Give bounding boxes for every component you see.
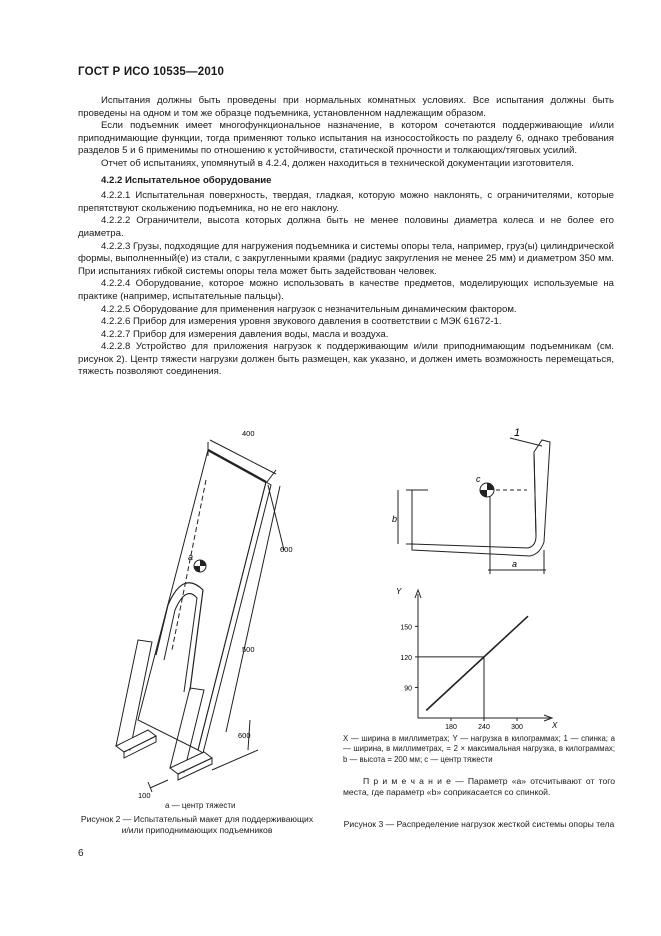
fig3-backrest: [412, 440, 550, 556]
paragraph: Испытания должны быть проведены при нормальных комнатных условиях. Все испытания должны быть проведены на одном и том же образце подъемника, установленном надлежащим образом.: [78, 95, 614, 119]
fig3-label-c: c: [476, 474, 481, 484]
page-number: 6: [78, 848, 84, 859]
page-header: ГОСТ Р ИСО 10535—2010: [78, 66, 225, 78]
graph-x-tick-label: 240: [478, 724, 490, 731]
graph-y-label: Y: [396, 587, 402, 596]
paragraph: 4.2.2.1 Испытательная поверхность, твердая, гладкая, которую можно наклонять, с ограничителями, которые препятствуют скольжению подъемника, но не его наклону.: [78, 190, 614, 214]
fig2-dim-400: 400: [242, 429, 255, 438]
fig3-legend: X — ширина в миллиметрах; Y — нагрузка в килограммах; 1 — спинка; a — ширина, в миллиметрах, = 2 × максимальная нагрузка, в килограммах; b — высота = 200 мм; c — центр тяжести: [343, 734, 615, 764]
fig2-dim-500: 500: [242, 645, 255, 654]
paragraph: 4.2.2.7 Прибор для измерения давления воды, масла и воздуха.: [101, 328, 389, 340]
fig2-marker-a: a: [188, 552, 194, 562]
fig2-dim-100: 100: [138, 791, 151, 800]
fig3-center-of-gravity-marker: [480, 483, 494, 497]
graph-x-label: X: [552, 721, 558, 730]
paragraph: 4.2.2.6 Прибор для измерения уровня звукового давления в соответствии с МЭК 61672-1.: [101, 316, 502, 328]
graph-x-tick-label: 180: [445, 724, 457, 731]
fig3-label-b: b: [392, 514, 398, 524]
graph-y-tick-label: 90: [404, 685, 412, 693]
paragraph: Отчет об испытаниях, упомянутый в 4.2.4, должен находиться в технической документации изготовителя.: [101, 157, 574, 169]
paragraph: 4.2.2.5 Оборудование для применения нагрузок с незначительным динамическим фактором.: [101, 303, 517, 315]
fig2-dim-600-top: 600: [280, 545, 293, 554]
graph-series-line: [426, 616, 528, 710]
fig2-dim-600-bottom: 600: [238, 731, 251, 740]
fig2-center-of-gravity-marker: [194, 560, 206, 572]
body-text: [78, 95, 614, 379]
fig2-frame: [156, 583, 203, 690]
fig2-legend: a — центр тяжести: [165, 801, 236, 810]
fig3-label-a: a: [512, 559, 518, 569]
section-heading: 4.2.2 Испытательное оборудование: [101, 174, 272, 186]
fig2-footplate: [116, 730, 156, 752]
paragraph: 4.2.2.3 Грузы, подходящие для нагружения подъемника и системы опоры тела, например, груз(ы) цилиндрической формы, выполненный(е) из стали, с закругленными краями (радиус закругления не менее 25 мм) и диаметром 350 мм. При испытаниях гибкой системы опоры тела может быть задействован человек.: [78, 240, 614, 277]
fig3-note: П р и м е ч а н и е — Параметр «a» отсчитывают от того места, где параметр «b» соприкасается со спинкой.: [343, 776, 615, 797]
figure-3-sketch: [392, 420, 572, 580]
paragraph: 4.2.2.8 Устройство для приложения нагрузок к поддерживающим и/или приподнимающим подъемникам (см. рисунок 2). Центр тяжести нагрузки должен быть размещен, как указано, и должен иметь возможность перемещаться, тяжесть позволяют соединения.: [78, 341, 614, 378]
graph-y-tick-label: 150: [400, 624, 412, 632]
paragraph: Если подъемник имеет многофункциональное назначение, в котором сочетаются поддерживающие и/или приподнимающие функции, тогда применяют только испытания на износостойкость по разделу 6, однако требования разделов 5 и 6 применимы по отношению к устойчивости, статической прочности и толкающих/тяговых усилий.: [78, 120, 614, 157]
paragraph: 4.2.2.2 Ограничители, высота которых должна быть не менее половины диаметра колеса и не более его диаметра.: [78, 215, 614, 239]
graph-x-tick-label: 300: [511, 724, 523, 731]
paragraph: 4.2.2.4 Оборудование, которое можно использовать в качестве предметов, моделирующих используемые на практике (например, испытательные пальцы).: [78, 278, 614, 302]
fig2-caption: Рисунок 2 — Испытательный макет для поддерживающих и/или приподнимающих подъемников: [80, 814, 314, 835]
figure-2-drawing: [108, 420, 328, 810]
graph-y-tick-label: 120: [400, 654, 412, 662]
fig3-caption: Рисунок 3 — Распределение нагрузок жесткой системы опоры тела: [343, 819, 615, 829]
fig3-label-1: 1: [514, 427, 521, 439]
figure-3-graph: [370, 580, 570, 740]
